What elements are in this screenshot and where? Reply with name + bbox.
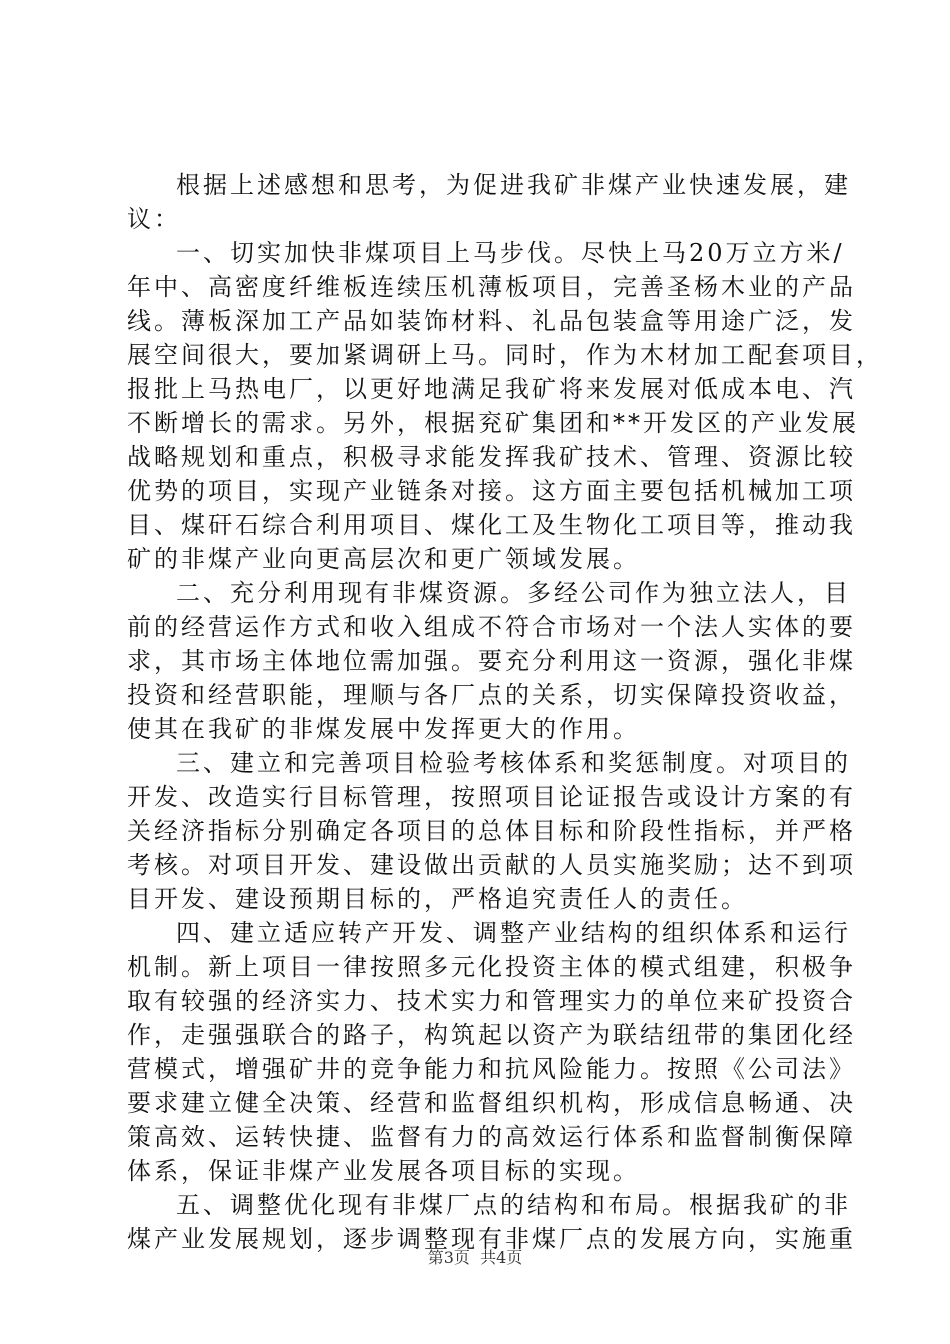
text-line: 开发、改造实行目标管理，按照项目论证报告或设计方案的有	[127, 783, 856, 811]
page-footer	[0, 1248, 950, 1268]
text-line: 战略规划和重点，积极寻求能发挥我矿技术、管理、资源比较	[127, 443, 856, 471]
text-line: 优势的项目，实现产业链条对接。这方面主要包括机械加工项	[127, 477, 856, 505]
text-line: 营模式，增强矿井的竞争能力和抗风险能力。按照《公司法》	[127, 1055, 856, 1083]
text-line: 年中、高密度纤维板连续压机薄板项目，完善圣杨木业的产品	[127, 273, 856, 301]
text-line: 一、切实加快非煤项目上马步伐。尽快上马20万立方米/	[176, 239, 845, 267]
text-line: 策高效、运转快捷、监督有力的高效运行体系和监督制衡保障	[127, 1123, 856, 1151]
text-line: 五、调整优化现有非煤厂点的结构和布局。根据我矿的非	[176, 1191, 851, 1219]
text-line: 根据上述感想和思考，为促进我矿非煤产业快速发展，建	[176, 171, 851, 199]
page-number-label: 第3页 共4页	[427, 1248, 523, 1267]
text-line: 投资和经营职能，理顺与各厂点的关系，切实保障投资收益，	[127, 681, 856, 709]
text-line: 矿的非煤产业向更高层次和更广领域发展。	[127, 545, 640, 573]
text-line: 三、建立和完善项目检验考核体系和奖惩制度。对项目的	[176, 749, 851, 777]
text-line: 使其在我矿的非煤发展中发挥更大的作用。	[127, 715, 640, 743]
text-line: 不断增长的需求。另外，根据兖矿集团和**开发区的产业发展	[127, 409, 859, 437]
text-line: 求，其市场主体地位需加强。要充分利用这一资源，强化非煤	[127, 647, 856, 675]
text-line: 四、建立适应转产开发、调整产业结构的组织体系和运行	[176, 919, 851, 947]
text-line: 关经济指标分别确定各项目的总体目标和阶段性指标，并严格	[127, 817, 856, 845]
text-line: 作，走强强联合的路子，构筑起以资产为联结纽带的集团化经	[127, 1021, 856, 1049]
text-line: 报批上马热电厂，以更好地满足我矿将来发展对低成本电、汽	[127, 375, 856, 403]
text-line: 前的经营运作方式和收入组成不符合市场对一个法人实体的要	[127, 613, 856, 641]
text-line: 取有较强的经济实力、技术实力和管理实力的单位来矿投资合	[127, 987, 856, 1015]
text-line: 目、煤矸石综合利用项目、煤化工及生物化工项目等，推动我	[127, 511, 856, 539]
text-line: 议：	[127, 205, 181, 233]
text-line: 展空间很大，要加紧调研上马。同时，作为木材加工配套项目，	[127, 341, 883, 369]
text-line: 机制。新上项目一律按照多元化投资主体的模式组建，积极争	[127, 953, 856, 981]
text-line: 体系，保证非煤产业发展各项目标的实现。	[127, 1157, 640, 1185]
text-line: 要求建立健全决策、经营和监督组织机构，形成信息畅通、决	[127, 1089, 856, 1117]
text-line: 煤产业发展规划，逐步调整现有非煤厂点的发展方向，实施重	[127, 1225, 856, 1253]
text-line: 二、充分利用现有非煤资源。多经公司作为独立法人，目	[176, 579, 851, 607]
text-line: 目开发、建设预期目标的，严格追究责任人的责任。	[127, 885, 748, 913]
text-line: 考核。对项目开发、建设做出贡献的人员实施奖励；达不到项	[127, 851, 856, 879]
text-line: 线。薄板深加工产品如装饰材料、礼品包装盒等用途广泛，发	[127, 307, 856, 335]
